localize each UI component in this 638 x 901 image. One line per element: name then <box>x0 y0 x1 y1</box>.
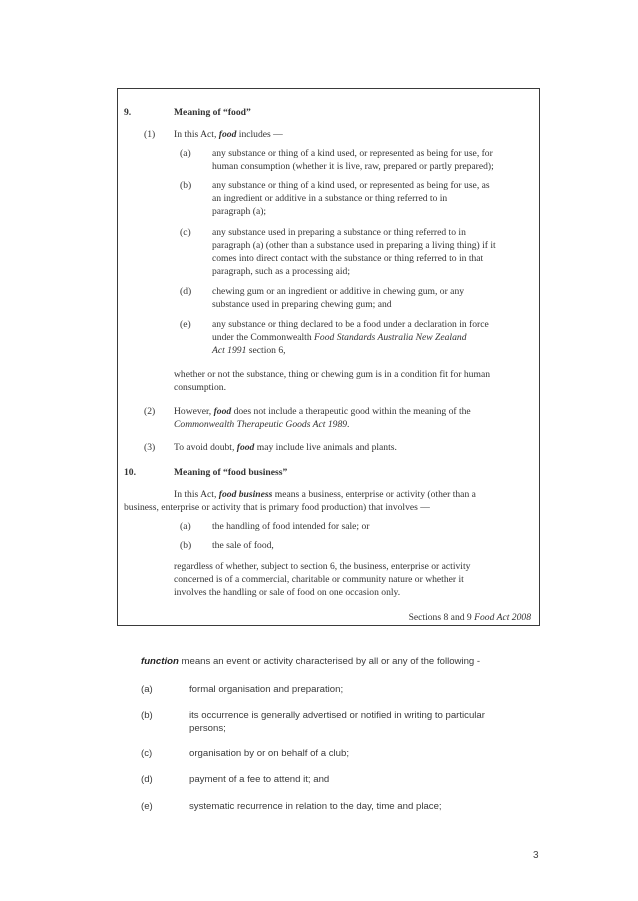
s9-p2-act: Commonwealth Therapeutic Goods Act 1989 <box>174 419 348 430</box>
s9-item-d-text <box>212 285 532 311</box>
s9-p2-number: (2) <box>144 406 156 417</box>
function-item-label: (b) <box>141 710 153 721</box>
s9-item-d-label: (d) <box>180 286 192 297</box>
s9-p1-text <box>174 128 283 141</box>
s10-regardless-line: involves the handling or sale of food on one occasion only. <box>174 587 401 598</box>
s10-pre: In this Act, <box>174 489 219 500</box>
s9-item-a-line: any substance or thing of a kind used, or represented as being for use, for <box>212 148 493 159</box>
function-item-line: its occurrence is generally advertised or notified in writing to particular <box>189 710 485 721</box>
s9-item-a-label: (a) <box>180 148 191 159</box>
s9-item-b-line: any substance or thing of a kind used, or represented as being for use, as <box>212 180 490 191</box>
s9-p2-term: food <box>213 406 232 417</box>
function-item-label: (e) <box>141 801 153 812</box>
source-citation <box>409 611 531 624</box>
s9-p3-text <box>174 441 534 454</box>
quoted-legislation-box <box>117 88 540 626</box>
s9-item-b-text <box>212 179 532 218</box>
s9-item-c-line: paragraph (a) (other than a substance used in preparing a living thing) if it <box>212 240 496 251</box>
s9-whether-text <box>174 368 534 394</box>
s9-item-e-text <box>212 318 532 357</box>
s10-item-b-label: (b) <box>180 540 192 551</box>
source-act: Food Act 2008 <box>474 612 531 623</box>
s9-item-c-text <box>212 226 532 278</box>
section-10-number: 10. <box>124 467 136 478</box>
s9-item-c-line: any substance used in preparing a substance or thing referred to in <box>212 227 466 238</box>
s9-p1-number: (1) <box>144 129 156 140</box>
s9-item-c-line: comes into direct contact with the substance or thing referred to in that <box>212 253 484 264</box>
s9-item-b-label: (b) <box>180 180 192 191</box>
function-item-line: payment of a fee to attend it; and <box>189 774 330 785</box>
function-text: means an event or activity characterised by all or any of the following - <box>178 656 481 667</box>
s9-item-e-line <box>212 331 532 344</box>
s10-intro-text <box>174 488 534 501</box>
s10-intro-line2: business, enterprise or activity that is primary food production) that involves — <box>124 502 430 513</box>
function-item-line: formal organisation and preparation; <box>189 684 344 695</box>
s9-item-e-act-year: Act 1991 <box>212 345 247 356</box>
function-item-label: (c) <box>141 748 153 759</box>
function-item-line: organisation by or on behalf of a club; <box>189 748 350 759</box>
s9-item-e-act-title: Food Standards Australia New Zealand <box>314 332 467 343</box>
s9-item-e-pre: under the Commonwealth <box>212 332 315 343</box>
s9-item-c-line: paragraph, such as a processing aid; <box>212 266 350 277</box>
function-item-text <box>189 709 529 735</box>
function-item-line: persons; <box>189 723 226 734</box>
s9-item-e-line: any substance or thing declared to be a food under a declaration in force <box>212 319 489 330</box>
function-definition <box>141 655 480 668</box>
s10-regardless-text <box>174 560 534 599</box>
s9-p2-period: . <box>347 419 350 430</box>
s9-p3-term: food <box>236 442 255 453</box>
s10-item-b-text: the sale of food, <box>212 540 274 551</box>
source-pre: Sections 8 and 9 <box>408 612 475 623</box>
section-9-number: 9. <box>124 107 132 118</box>
s10-regardless-line: regardless of whether, subject to section 6, the business, enterprise or activity <box>174 561 471 572</box>
s9-item-e-line <box>212 344 532 357</box>
s9-item-b-line: an ingredient or additive in a substance or thing referred to in <box>212 193 448 204</box>
s9-item-a-text <box>212 147 532 173</box>
s9-p3-post: may include live animals and plants. <box>254 442 397 453</box>
function-term: function <box>141 656 179 667</box>
section-9-heading: Meaning of “food” <box>174 107 251 118</box>
function-item-text <box>189 747 529 760</box>
s9-p2-pre: However, <box>174 406 214 417</box>
function-item-label: (a) <box>141 684 153 695</box>
s9-p1-pre: In this Act, <box>174 129 219 140</box>
s10-regardless-line: concerned is of a commercial, charitable or community nature or whether it <box>174 574 464 585</box>
s9-item-d-line: chewing gum or an ingredient or additive in chewing gum, or any <box>212 286 465 297</box>
s9-p2-text <box>174 405 534 431</box>
section-10-heading: Meaning of “food business” <box>174 467 288 478</box>
function-item-text <box>189 773 529 786</box>
s10-item-a-label: (a) <box>180 521 191 532</box>
function-item-line: systematic recurrence in relation to the day, time and place; <box>189 801 442 812</box>
s9-item-a-line: human consumption (whether it is live, raw, prepared or partly prepared); <box>212 161 494 172</box>
s9-item-b-line: paragraph (a); <box>212 206 267 217</box>
s9-p3-number: (3) <box>144 442 156 453</box>
s9-whether-line: consumption. <box>174 382 226 393</box>
s10-term: food business <box>218 489 273 500</box>
s9-p3-pre: To avoid doubt, <box>174 442 237 453</box>
s10-item-a-text: the handling of food intended for sale; or <box>212 521 370 532</box>
s9-p2-post: does not include a therapeutic good within the meaning of the <box>231 406 471 417</box>
page-number: 3 <box>533 850 539 861</box>
s9-item-c-label: (c) <box>180 227 191 238</box>
function-item-label: (d) <box>141 774 153 785</box>
s9-p1-term: food <box>218 129 237 140</box>
s9-p1-post: includes — <box>236 129 283 140</box>
s9-whether-line: whether or not the substance, thing or chewing gum is in a condition fit for human <box>174 369 490 380</box>
function-item-text <box>189 800 529 813</box>
s10-post: means a business, enterprise or activity (other than a <box>272 489 476 500</box>
function-item-text <box>189 683 529 696</box>
s9-item-d-line: substance used in preparing chewing gum; and <box>212 299 392 310</box>
s9-item-e-label: (e) <box>180 319 191 330</box>
s9-item-e-post: section 6, <box>246 345 286 356</box>
